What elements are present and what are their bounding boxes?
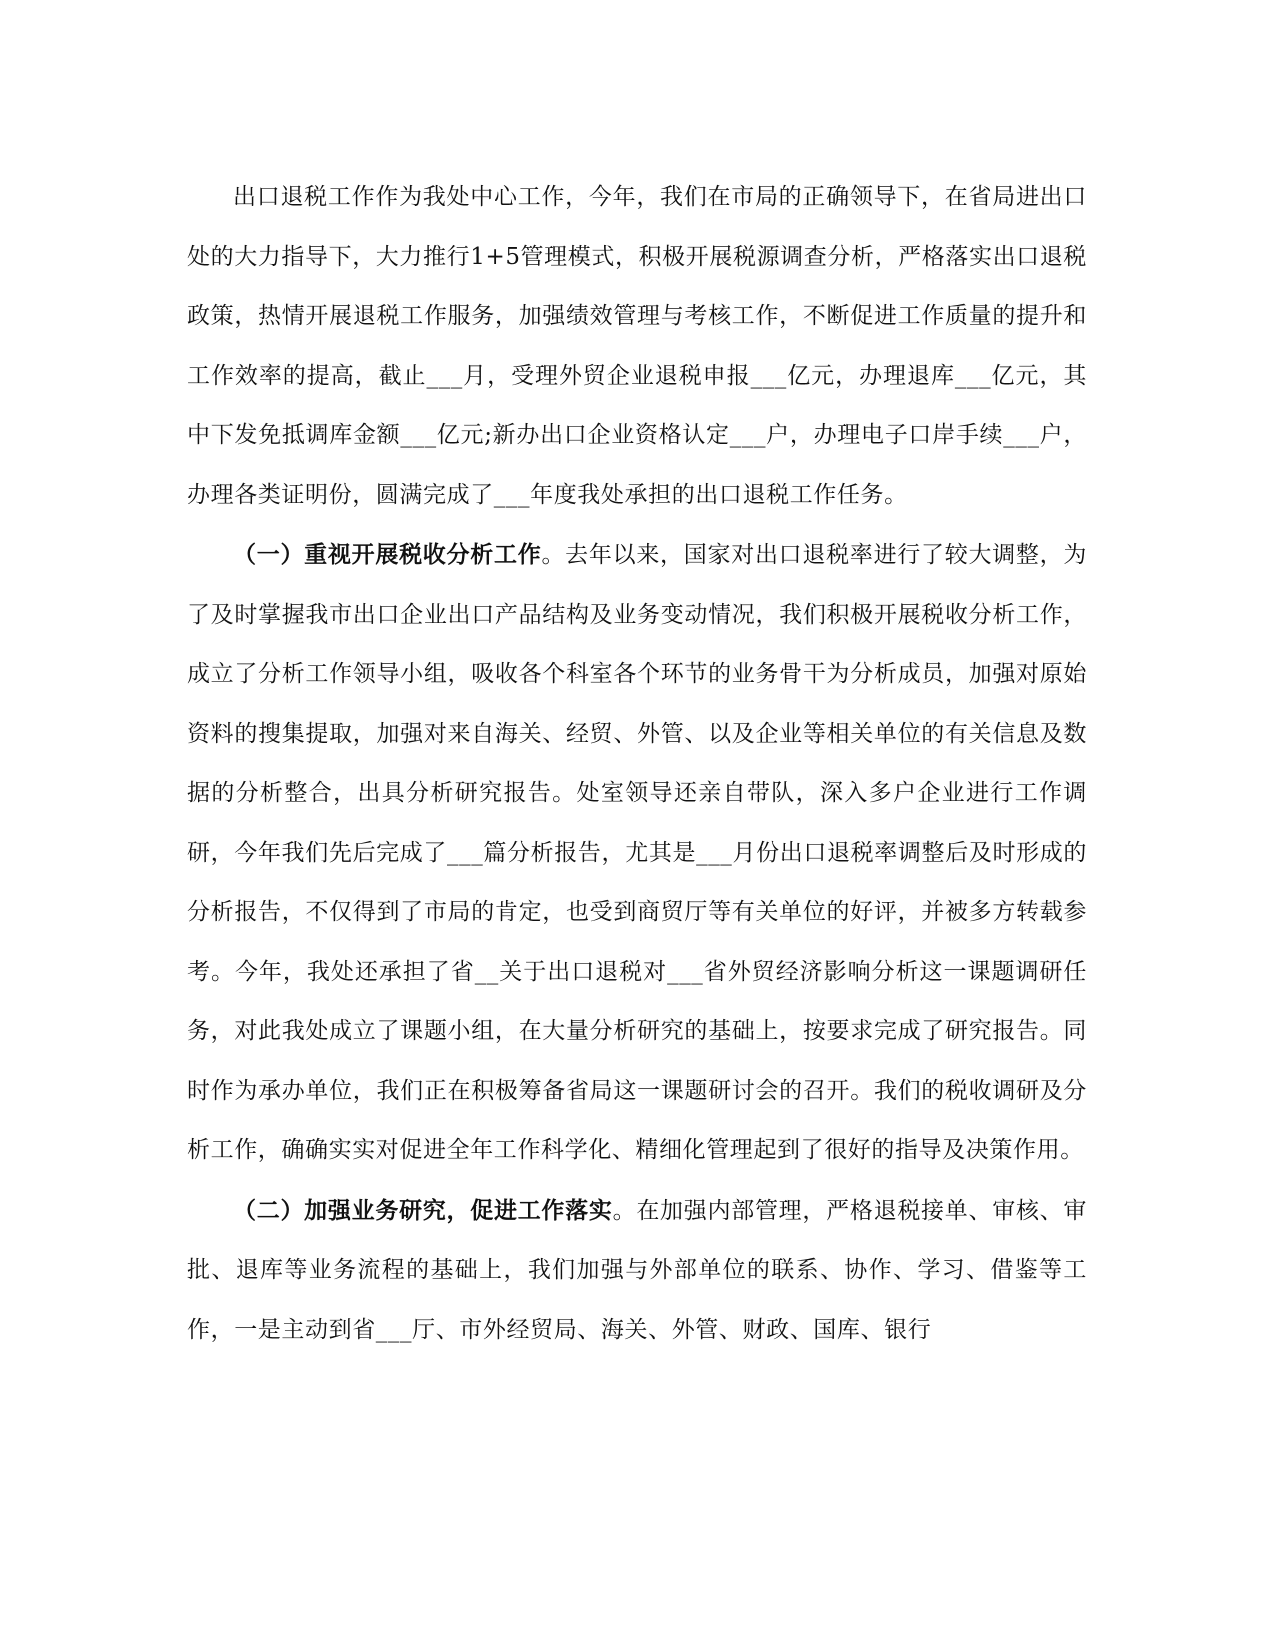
intro-paragraph (187, 168, 1087, 525)
section-2-text: 。在加强内部管理，严格退税接单、审核、审批、退库等业务流程的基础上，我们加强与外部单位的联系、协作、学习、借鉴等工作，一是主动到省___厅、市外经贸局、海关、外管、财政、国库、银行 (187, 1197, 1087, 1343)
section-2-paragraph (187, 1181, 1087, 1361)
intro-paragraph-text: 出口退税工作作为我处中心工作，今年，我们在市局的正确领导下，在省局进出口处的大力指导下，大力推行1+5管理模式，积极开展税源调查分析，严格落实出口退税政策，热情开展退税工作服务，加强绩效管理与考核工作，不断促进工作质量的提升和工作效率的提高，截止___月，受理外贸企业退税申报___亿元，办理退库___亿元，其中下发免抵调库金额___亿元;新办出口企业资格认定___户，办理电子口岸手续___户，办理各类证明份，圆满完成了___年度我处承担的出口退税工作任务。 (187, 184, 1087, 508)
section-1-heading: （一）重视开展税收分析工作 (233, 541, 542, 568)
document-body (187, 168, 1087, 1360)
section-2-heading: （二）加强业务研究，促进工作落实 (233, 1196, 613, 1224)
section-1-text: 。去年以来，国家对出口退税率进行了较大调整，为了及时掌握我市出口企业出口产品结构及业务变动情况，我们积极开展税收分析工作，成立了分析工作领导小组，吸收各个科室各个环节的业务骨干为分析成员，加强对原始资料的搜集提取，加强对来自海关、经贸、外管、以及企业等相关单位的有关信息及数据的分析整合，出具分析研究报告。处室领导还亲自带队，深入多户企业进行工作调研，今年我们先后完成了___篇分析报告，尤其是___月份出口退税率调整后及时形成的分析报告，不仅得到了市局的肯定，也受到商贸厅等有关单位的好评，并被多方转载参考。今年，我处还承担了省__关于出口退税对___省外贸经济影响分析这一课题调研任务，对此我处成立了课题小组，在大量分析研究的基础上，按要求完成了研究报告。同时作为承办单位，我们正在积极筹备省局这一课题研讨会的召开。我们的税收调研及分析工作，确确实实对促进全年工作科学化、精细化管理起到了很好的指导及决策作用。 (187, 542, 1087, 1163)
section-1-paragraph (187, 525, 1087, 1181)
